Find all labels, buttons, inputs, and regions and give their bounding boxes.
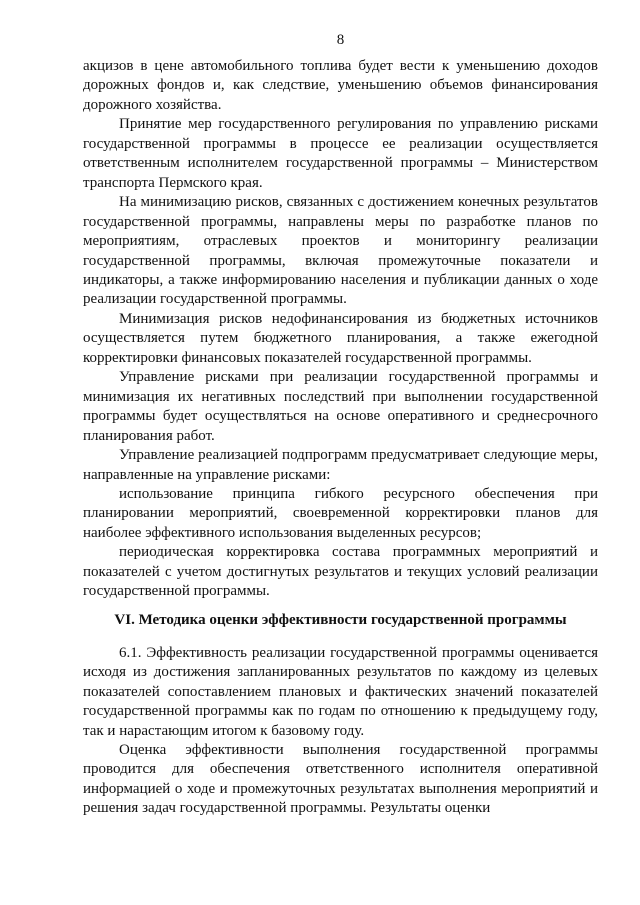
paragraph-subprogram-measures: Управление реализацией подпрограмм предусматривает следующие меры, направленные на управление рисками: [83,447,598,483]
section-heading: VI. Методика оценки эффективности государственной программы [114,611,567,628]
paragraph-risk-regulation: Принятие мер государственного регулирования по управлению рисками государственной программы в процессе ее реализации осуществляется ответственным исполнителем государственной программы – Министерством транспорта Пермского края. [83,116,598,191]
paragraph-flexible-resources: использование принципа гибкого ресурсного обеспечения при планировании мероприятий, своевременной корректировки планов для наиболее эффективного использования выделенных ресурсов; [83,485,598,541]
body-after-heading [83,644,598,819]
paragraph-efficiency-evaluation: 6.1. Эффективность реализации государственной программы оценивается исходя из достижения запланированных результатов по каждому из целевых показателей сопоставлением плановых и фактических значений показателей государственной программы как по годам по отношению к предыдущему году, так и нарастающим итогом к базовому году. [83,644,598,739]
paragraph-risk-minimization: На минимизацию рисков, связанных с достижением конечных результатов государственной программы, направлены меры по разработке планов по мероприятиям, отраслевых проектов и мониторингу реализации государственной программы, включая промежуточные показатели и индикаторы, а также информированию населения и публикации данных о ходе реализации государственной программы. [83,194,598,308]
paragraph-underfunding-risk: Минимизация рисков недофинансирования из бюджетных источников осуществляется путем бюджетного планирования, а также ежегодной корректировки финансовых показателей государственной программы. [83,310,598,366]
page-number: 8 [336,32,345,48]
body-before-heading [83,57,598,602]
paragraph-continuation: акцизов в цене автомобильного топлива будет вести к уменьшению доходов дорожных фондов и, как следствие, уменьшению объемов финансирования дорожного хозяйства. [83,58,598,113]
paragraph-evaluation-purpose: Оценка эффективности выполнения государственной программы проводится для обеспечения ответственного исполнителя оперативной информацией о ходе и промежуточных результатах выполнения мероприятий и решения задач государственной программы. Результаты оценки [83,741,598,817]
paragraph-periodic-adjustment: периодическая корректировка состава программных мероприятий и показателей с учетом достигнутых результатов и текущих условий реализации государственной программы. [83,544,598,600]
paragraph-risk-management: Управление рисками при реализации государственной программы и минимизация их негативных последствий при выполнении государственной программы будет осуществляться на основе оперативного и среднесрочного планирования работ. [83,369,598,444]
